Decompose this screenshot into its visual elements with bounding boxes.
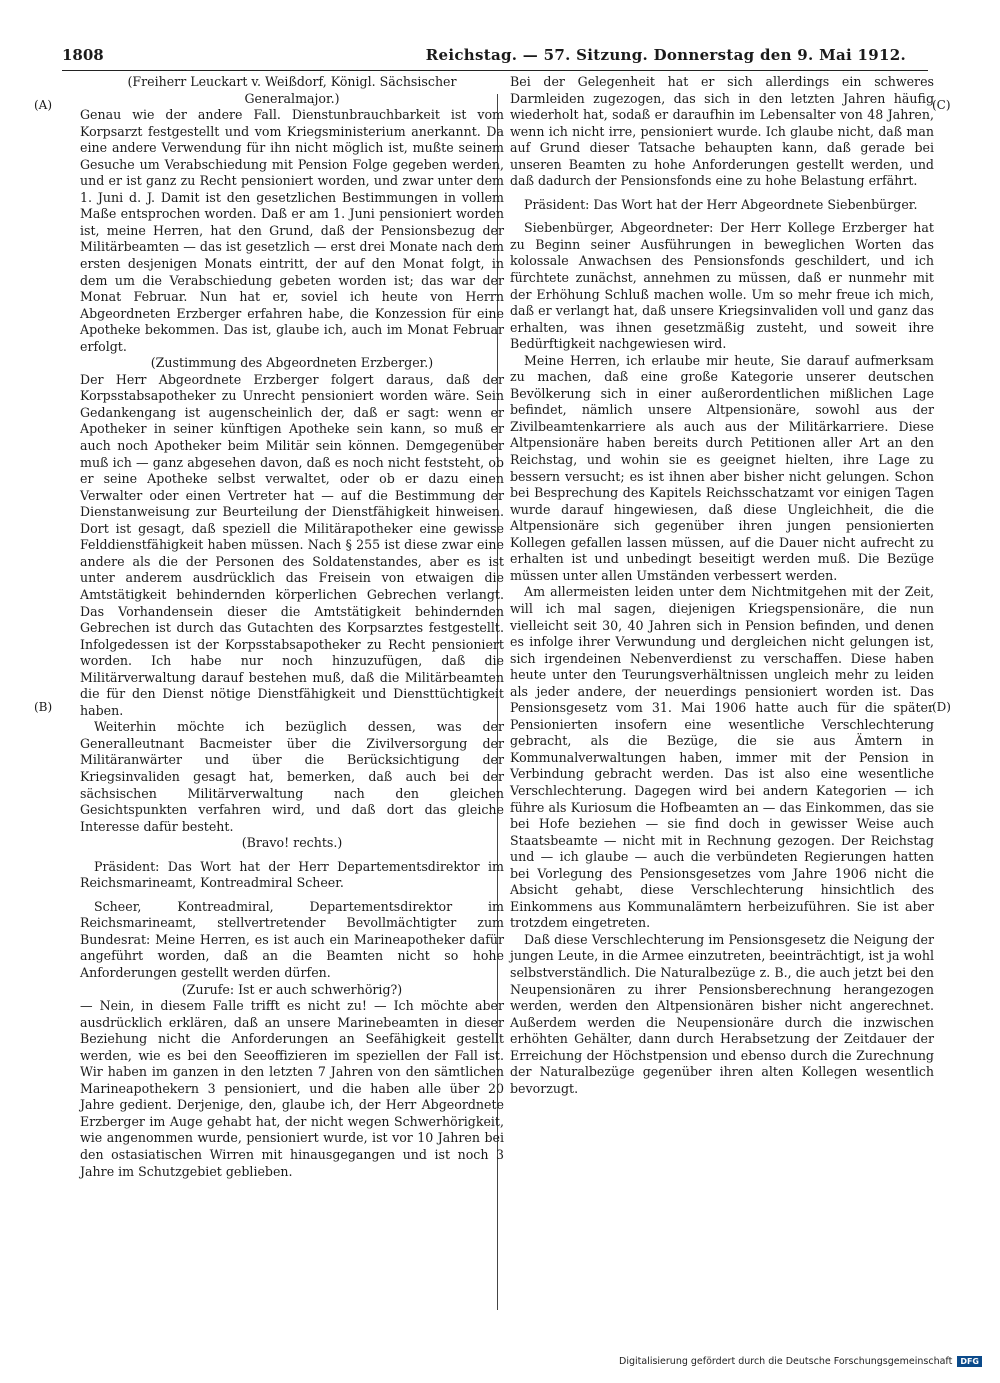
interjection: (Zustimmung des Abgeordneten Erzberger.) xyxy=(150,355,434,371)
page-header xyxy=(62,44,928,71)
credit-text: Digitalisierung gefördert durch die Deutsche Forschungsgemeinschaft xyxy=(619,1356,953,1367)
paragraph: Bei der Gelegenheit hat er sich allerdings ein schweres Darmleiden zugezogen, das sich in den letzten Jahren häufig wiederholt hat, sodaß er daraufhin im Lebensalter von 48 Jahren, wenn ich nicht irre, pensioniert wurde. Ich glaube nicht, daß man auf Grund dieser Tatsache behaupten kann, daß gerade bei unseren Beamten zu hohe Anforderungen gestellt werden, und daß dadurch der Pensionsfonds eine zu hohe Belastung erfährt. xyxy=(510,74,934,189)
paragraph: — Nein, in diesem Falle trifft es nicht zu! — Ich möchte aber ausdrücklich erklären, daß an unsere Marinebeamten in dieser Beziehung nicht die Anforderungen an Seefähigkeit gestellt werden, wie es bei den Seeoffizieren im speziellen der Fall ist. Wir haben im ganzen in den letzten 7 Jahren von den sämtlichen Marineapothekern 3 pensioniert, und die haben alle über 20 Jahre gedient. Derjenige, den, glaube ich, der Herr Abgeordnete Erzberger im Auge gehabt hat, der nicht wegen Schwerhörigkeit, wie angenommen wurde, pensioniert wurde, ist vor 10 Jahren bei den ostasiatischen Wirren mit hinausgegangen und ist noch 3 Jahre im Schutzgebiet geblieben. xyxy=(80,998,504,1179)
dfg-logo: DFG xyxy=(957,1356,982,1367)
paragraph: Genau wie der andere Fall. Dienstunbrauchbarkeit ist vom Korpsarzt festgestellt und vom Kriegsministerium anerkannt. Da eine andere Verwendung für ihn nicht möglich ist, mußte seinem Gesuche um Verabschiedung mit Pension Folge gegeben werden, und er ist ganz zu Recht pensioniert worden, und zwar unter dem 1. Juni d. J. Damit ist den gesetzlichen Bestimmungen in vollem Maße entsprochen worden. Daß er am 1. Juni pensioniert worden ist, meine Herren, hat den Grund, daß der Pensionsbezug der Militärbeamten — das ist gesetzlich — erst drei Monate nach dem ersten desjenigen Monats eintritt, der auf den Monat folgt, in dem um die Verabschiedung gebeten worden ist; das war der Monat Februar. Nun hat er, soviel ich heute von Herrn Abgeordneten Erzberger erfahren habe, die Konzession für eine Apotheke bekommen. Das ist, glaube ich, auch im Monat Februar erfolgt. xyxy=(80,107,504,354)
paragraph: Siebenbürger, Abgeordneter: Der Herr Kollege Erzberger hat zu Beginn seiner Ausführungen in beweglichen Worten das kolossale Anwachsen des Pensionsfonds geschildert, und ich fürchtete zunächst, annehmen zu müssen, daß er nunmehr mit der Erhöhung Schluß machen wolle. Um so mehr freue ich mich, daß er verlangt hat, daß unsere Kriegsinvaliden voll und ganz das erhalten, was ihnen gesetzmäßig zusteht, und soweit ihre Bedürftigkeit nachgewiesen wird. xyxy=(510,220,934,352)
margin-mark-a: (A) xyxy=(34,98,53,112)
left-column xyxy=(80,74,504,1180)
interjection: (Bravo! rechts.) xyxy=(241,835,343,851)
interjection: (Zurufe: Ist er auch schwerhörig?) xyxy=(181,981,403,997)
margin-mark-b: (B) xyxy=(34,700,53,714)
margin-mark-c: (C) xyxy=(932,98,951,112)
running-title: Reichstag. — 57. Sitzung. Donnerstag den 9. Mai 1912. xyxy=(425,46,906,64)
right-column xyxy=(510,74,934,1097)
paragraph: Präsident: Das Wort hat der Herr Departementsdirektor im Reichsmarineamt, Kontreadmiral Scheer. xyxy=(80,858,504,891)
paragraph: Präsident: Das Wort hat der Herr Abgeordnete Siebenbürger. xyxy=(524,196,918,212)
paragraph: Scheer, Kontreadmiral, Departementsdirektor im Reichsmarineamt, stellvertretender Bevollmächtigter zum Bundesrat: Meine Herren, es ist auch ein Marineapotheker dafür angeführt worden, daß an die Beamten nicht so hohe Anforderungen gestellt werden dürfen. xyxy=(80,898,504,980)
paragraph: Weiterhin möchte ich bezüglich dessen, was der Generalleutnant Bacmeister über die Zivilversorgung der Militäranwärter und über die Berücksichtigung der Kriegsinvaliden gesagt hat, bemerken, daß auch bei der sächsischen Militärverwaltung nach den gleichen Gesichtspunkten verfahren wird, und daß dort das gleiche Interesse dafür besteht. xyxy=(80,719,504,834)
page-number: 1808 xyxy=(62,46,104,64)
paragraph: Daß diese Verschlechterung im Pensionsgesetz die Neigung der jungen Leute, in die Armee einzutreten, beeinträchtigt, ist ja wohl selbstverständlich. Die Naturalbezüge z. B., die auch jetzt bei den Neupensionären zu ihrer Pensionsberechnung herangezogen werden, werden den Altpensionären bisher nicht angerechnet. Außerdem werden die Neupensionäre durch die inzwischen erhöhten Gehälter, dann durch Herabsetzung der Zeitdauer der Erreichung der Höchstpension und ebenso durch die Zurechnung der Naturalbezüge gegenüber ihren alten Kollegen wesentlich bevorzugt. xyxy=(510,931,934,1096)
digitization-credit xyxy=(619,1356,982,1367)
paragraph: Der Herr Abgeordnete Erzberger folgert daraus, daß der Korpsstabsapotheker zu Unrecht pensioniert worden wäre. Sein Gedankengang ist augenscheinlich der, daß er sagt: wenn er Apotheker in seiner künftigen Apotheke sein kann, so muß er auch noch Apotheker beim Militär sein können. Demgegenüber muß ich — ganz abgesehen davon, daß es noch nicht feststeht, ob er seine Apotheke selbst verwaltet, oder ob er dazu einen Verwalter oder einen Vertreter hat — auf die Bestimmung der Dienstanweisung zur Beurteilung der Dienstfähigkeit hinweisen. Dort ist gesagt, daß speziell die Militärapotheker eine gewisse Felddienstfähigkeit haben müssen. Nach § 255 ist diese zwar eine andere als die der Personen des Soldatenstandes, aber es ist unter anderem ausdrücklich das Freisein von etwaigen die Amtstätigkeit behindernden körperlichen Gebrechen verlangt. Das Vorhandensein dieser die Amtstätigkeit behindernden Gebrechen ist durch das Gutachten des Korpsarztes festgestellt. Infolgedessen ist der Korpsstabsapotheker zu Recht pensioniert worden. Ich habe nur noch hinzuzufügen, daß die Militärverwaltung darauf bestehen muß, daß die Militärbeamten die für den Dienst nötige Dienstfähigkeit und Diensttüchtigkeit haben. xyxy=(80,371,504,718)
interjection: (Freiherr Leuckart v. Weißdorf, Königl. Sächsischer Generalmajor.) xyxy=(127,74,457,106)
paragraph: Am allermeisten leiden unter dem Nichtmitgehen mit der Zeit, will ich mal sagen, diejenigen Kriegspensionäre, die nun vielleicht seit 30, 40 Jahren sich in Pension befinden, und denen es infolge ihrer Verwundung und dergleichen nicht gelungen ist, sich irgendeinen Nebenverdienst zu verschaffen. Diese haben heute unter den Teurungsverhältnissen ungleich mehr zu leiden als jeder andere, der neuerdings pensioniert worden ist. Das Pensionsgesetz vom 31. Mai 1906 hatte auch für die später Pensionierten insofern eine wesentliche Verschlechterung gebracht, als die Bezüge, die sie aus Ämtern in Kommunalverwaltungen haben, immer mit der Pension in Verbindung gebracht werden. Das ist also eine wesentliche Verschlechterung. Dagegen wird bei andern Kategorien — ich führe als Kuriosum die Hofbeamten an — das Einkommen, das sie bei Hofe beziehen — sie find doch in gewisser Weise auch Staatsbeamte — nicht mit in Rechnung gezogen. Der Reichstag und — ich glaube — auch die verbündeten Regierungen hatten bei Vorlegung des Pensionsgesetzes vom Jahre 1906 nicht die Absicht gehabt, diese Verschlechterung hinsichtlich des Einkommens aus Kommunalämtern herbeizuführen. Sie ist aber trotzdem eingetreten. xyxy=(510,584,934,931)
paragraph: Meine Herren, ich erlaube mir heute, Sie darauf aufmerksam zu machen, daß eine große Kategorie unserer deutschen Bevölkerung sich in einer außerordentlichen mißlichen Lage befindet, nämlich unsere Altpensionäre, sowohl aus der Zivilbeamtenkarriere als auch aus der Militärkarriere. Diese Altpensionäre haben bereits durch Petitionen aller Art an den Reichstag, und wohin sie es geeignet hielten, ihre Lage zu bessern versucht; es ist ihnen aber bisher nicht gelungen. Schon bei Besprechung des Kapitels Reichsschatzamt vor einigen Tagen wurde darauf hingewiesen, daß diese Ungleichheit, die die Altpensionäre sich gegenüber ihren jungen pensionierten Kollegen gefallen lassen müssen, auf die Dauer nicht aufrecht zu erhalten ist und unbedingt beseitigt werden muß. Die Bezüge müssen unter allen Umständen verbessert werden. xyxy=(510,352,934,583)
margin-mark-d: (D) xyxy=(932,700,951,714)
